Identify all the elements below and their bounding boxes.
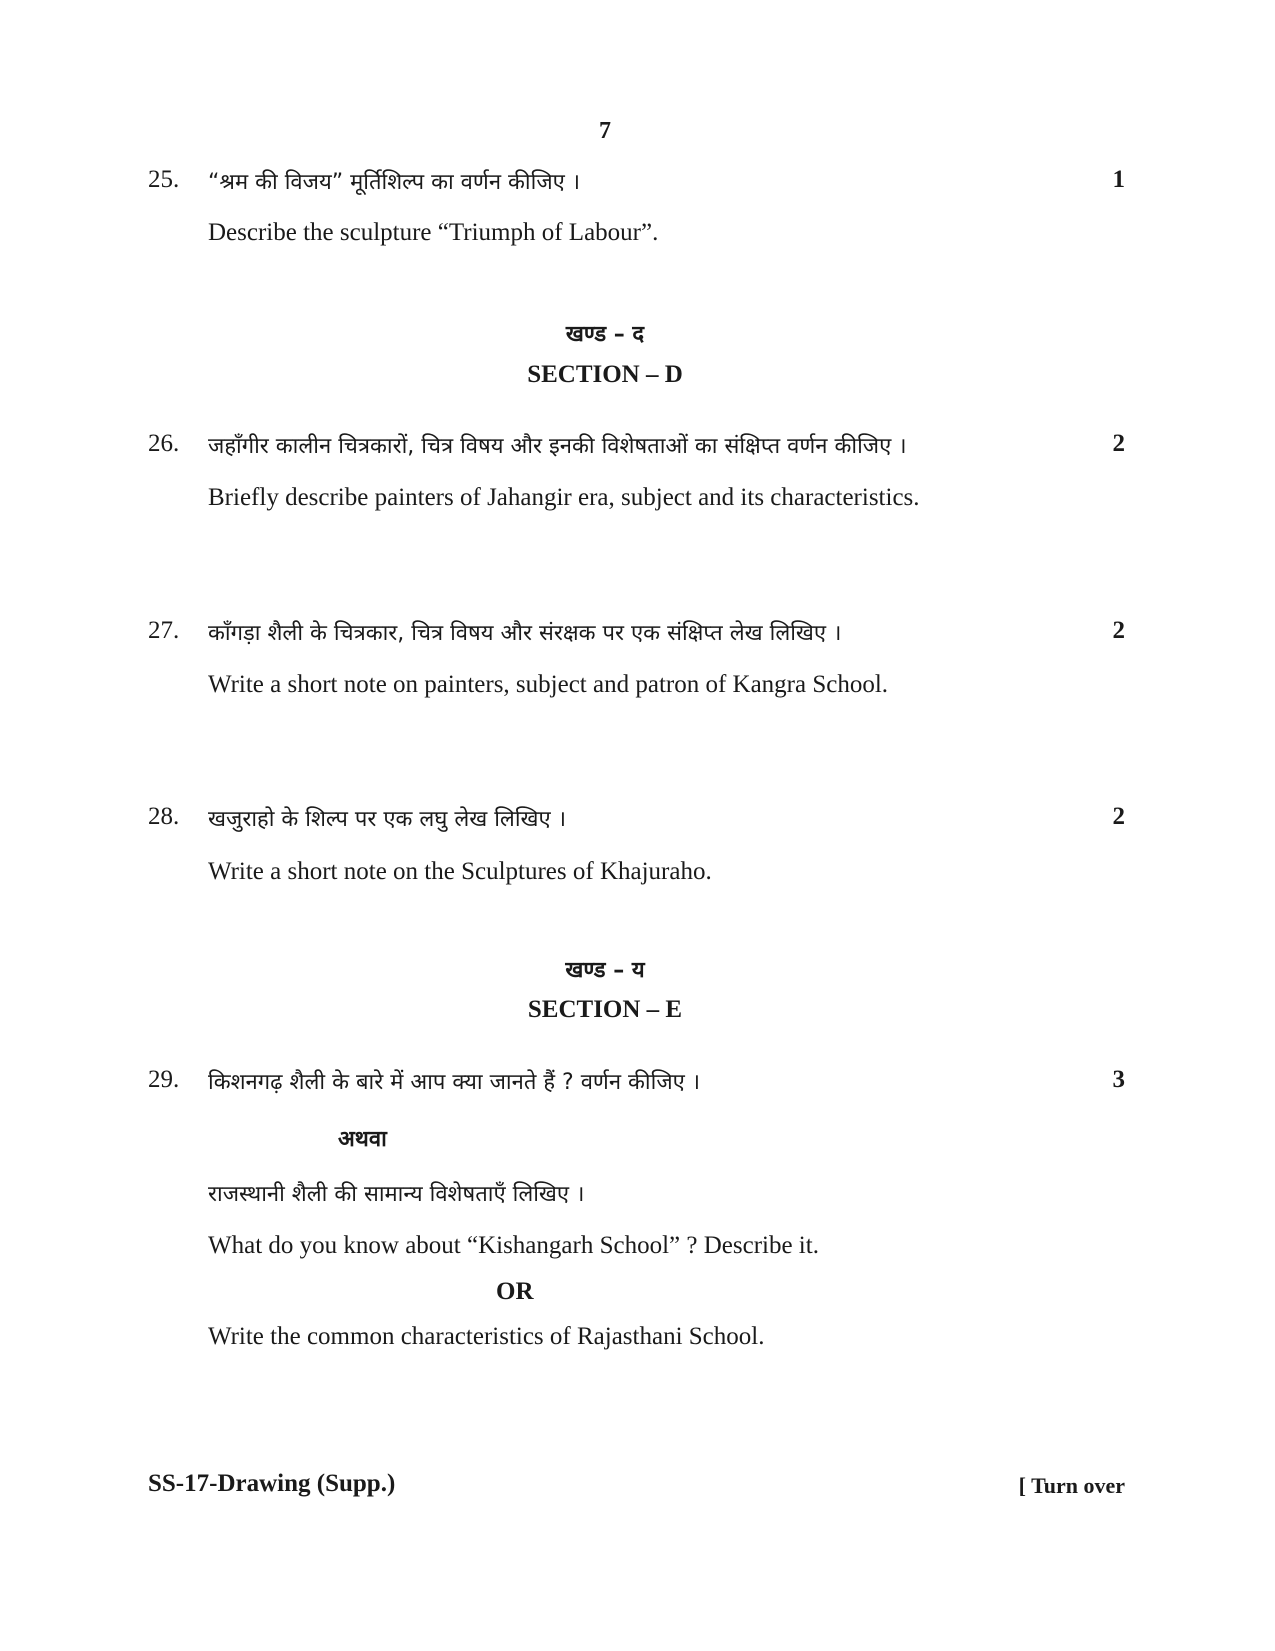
paper-code: SS-17-Drawing (Supp.) bbox=[148, 1470, 396, 1497]
question-marks: 3 bbox=[1112, 1066, 1125, 1093]
question-english-alternative: Write the common characteristics of Rajasthani School. bbox=[208, 1323, 765, 1350]
question-marks: 2 bbox=[1112, 803, 1125, 830]
section-d-hindi-heading: खण्ड – द bbox=[565, 322, 645, 347]
question-english: Write a short note on painters, subject and patron of Kangra School. bbox=[208, 671, 889, 698]
or-separator-hindi: अथवा bbox=[338, 1127, 387, 1152]
page-number: 7 bbox=[599, 118, 611, 144]
question-number: 26. bbox=[148, 430, 180, 457]
question-marks: 2 bbox=[1112, 617, 1125, 644]
section-d-heading: SECTION – D bbox=[527, 361, 683, 388]
question-english: What do you know about “Kishangarh School” ? Describe it. bbox=[208, 1232, 819, 1259]
section-e-hindi-heading: खण्ड – य bbox=[565, 958, 645, 983]
question-english: Briefly describe painters of Jahangir era, subject and its characteristics. bbox=[208, 484, 920, 511]
question-number: 28. bbox=[148, 803, 180, 830]
question-number: 25. bbox=[148, 166, 180, 193]
question-english: Describe the sculpture “Triumph of Labour”. bbox=[208, 219, 659, 246]
question-marks: 1 bbox=[1112, 166, 1125, 193]
question-english: Write a short note on the Sculptures of Khajuraho. bbox=[208, 858, 712, 885]
question-number: 27. bbox=[148, 617, 180, 644]
question-marks: 2 bbox=[1112, 430, 1125, 457]
question-hindi: खजुराहो के शिल्प पर एक लघु लेख लिखिए । bbox=[208, 807, 567, 832]
or-separator: OR bbox=[496, 1278, 534, 1305]
section-e-heading: SECTION – E bbox=[527, 996, 683, 1023]
turn-over-note: [ Turn over bbox=[1018, 1473, 1125, 1498]
question-hindi: काँगड़ा शैली के चित्रकार, चित्र विषय और संरक्षक पर एक संक्षिप्त लेख लिखिए । bbox=[208, 621, 842, 646]
question-hindi: “श्रम की विजय” मूर्तिशिल्प का वर्णन कीजिए । bbox=[208, 170, 581, 195]
question-hindi: जहाँगीर कालीन चित्रकारों, चित्र विषय और इनकी विशेषताओं का संक्षिप्त वर्णन कीजिए । bbox=[208, 434, 907, 459]
question-number: 29. bbox=[148, 1066, 180, 1093]
question-hindi: किशनगढ़ शैली के बारे में आप क्या जानते हैं ? वर्णन कीजिए । bbox=[208, 1070, 701, 1095]
question-hindi-alternative: राजस्थानी शैली की सामान्य विशेषताएँ लिखिए । bbox=[208, 1182, 585, 1207]
